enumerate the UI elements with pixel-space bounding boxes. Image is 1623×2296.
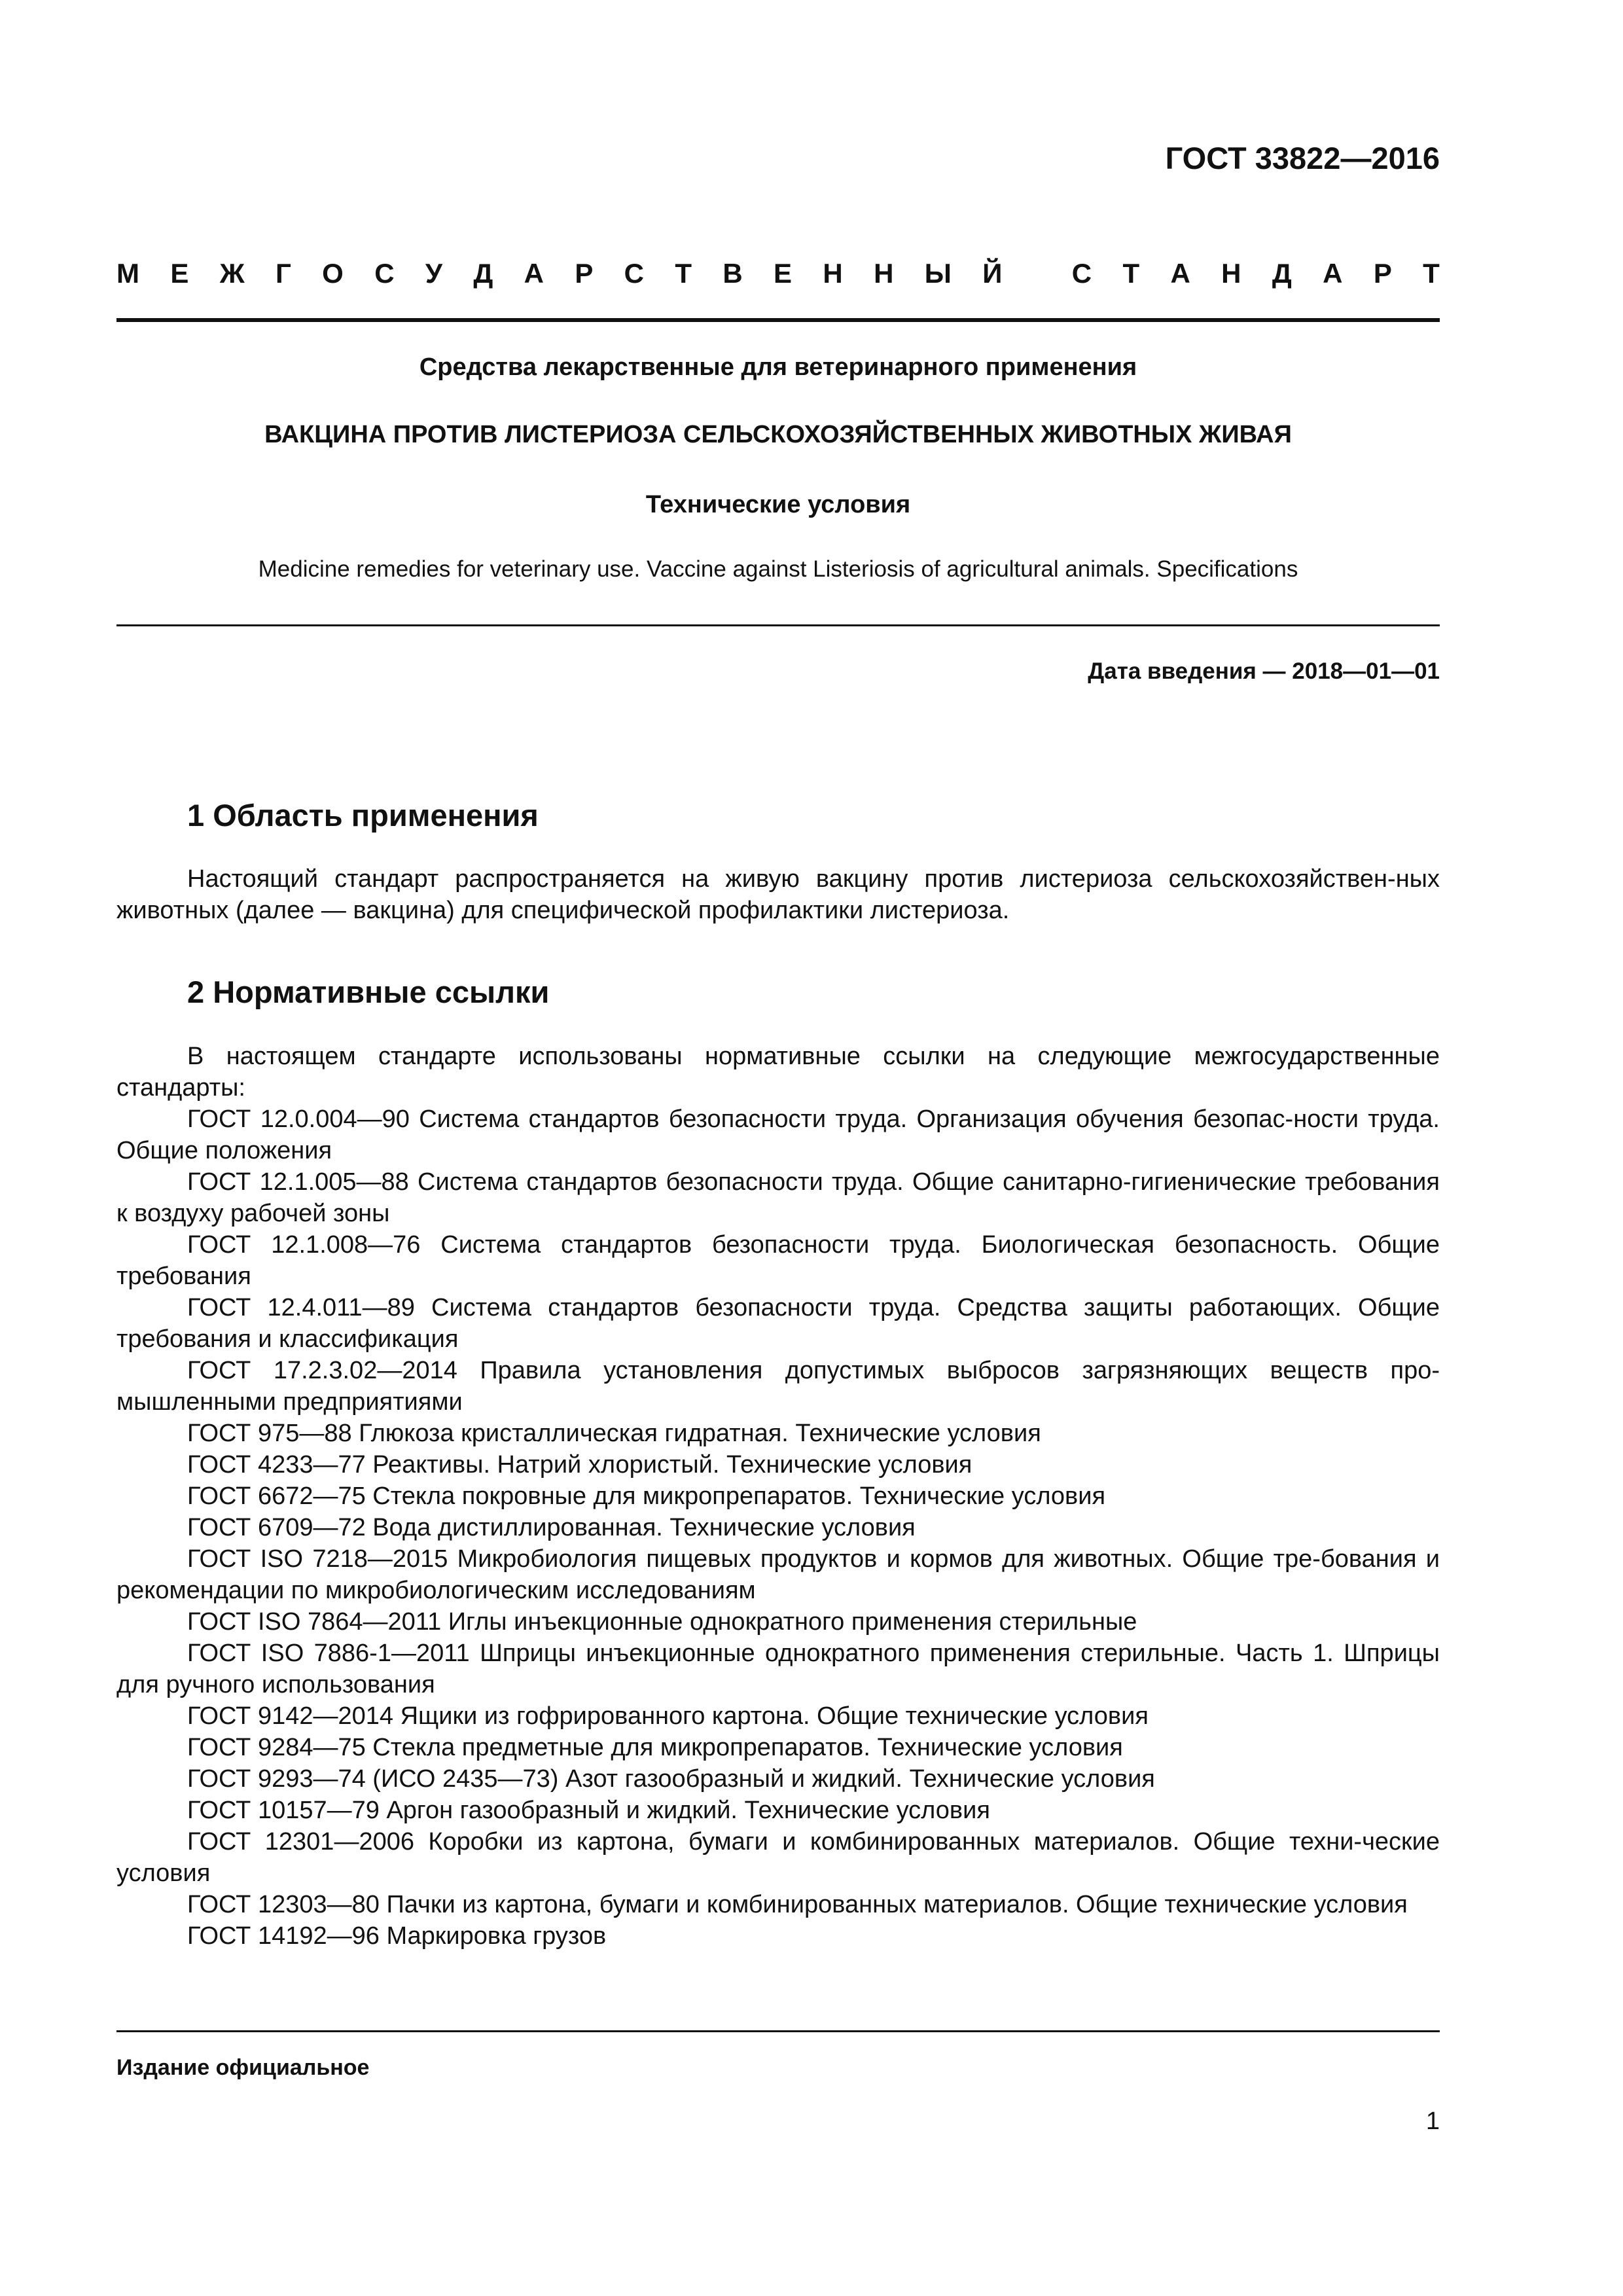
reference-item: ГОСТ 12.1.005—88 Система стандартов безопасности труда. Общие санитарно-гигиенические требования к воздуху рабочей зоны <box>116 1168 1440 1227</box>
reference-item: ГОСТ 17.2.3.02—2014 Правила установления допустимых выбросов загрязняющих веществ про-мышленными предприятиями <box>116 1357 1440 1416</box>
footer-divider <box>116 2030 1440 2032</box>
heading-letter: С <box>374 258 395 289</box>
heading-letter: Ы <box>924 258 952 289</box>
heading-letter: Т <box>675 258 692 289</box>
reference-item: ГОСТ 4233—77 Реактивы. Натрий хлористый. Технические условия <box>187 1451 972 1479</box>
reference-item: ГОСТ 9293—74 (ИСО 2435—73) Азот газообразный и жидкий. Технические условия <box>187 1765 1155 1793</box>
heading-letter: Н <box>823 258 843 289</box>
reference-item: ГОСТ ISO 7864—2011 Иглы инъекционные однократного применения стерильные <box>187 1608 1137 1636</box>
section-1-title: 1 Область применения <box>187 798 539 833</box>
heading-letter: А <box>1323 258 1343 289</box>
section-2-intro: В настоящем стандарте использованы нормативные ссылки на следующие межгосударственные стандарты: <box>116 1043 1440 1102</box>
heading-letter: А <box>1170 258 1190 289</box>
section-2-title: 2 Нормативные ссылки <box>187 975 550 1009</box>
introduction-date: Дата введения — 2018—01—01 <box>1088 658 1440 684</box>
title-line-3: Технические условия <box>645 491 911 518</box>
page-number: 1 <box>1425 2108 1440 2135</box>
heading-letter: В <box>722 258 743 289</box>
normative-references-list <box>116 1103 1440 1952</box>
header-divider <box>116 318 1440 322</box>
heading-letter: Т <box>1122 258 1140 289</box>
heading-letter: Р <box>1373 258 1392 289</box>
heading-letter: Й <box>982 258 1003 289</box>
heading-letter: А <box>524 258 544 289</box>
standard-number: ГОСТ 33822—2016 <box>1165 141 1440 175</box>
heading-word-gap <box>1033 258 1041 289</box>
reference-item: ГОСТ 9284—75 Стекла предметные для микропрепаратов. Технические условия <box>187 1734 1123 1761</box>
heading-letter: У <box>425 258 443 289</box>
heading-letter: Н <box>1221 258 1241 289</box>
reference-item: ГОСТ ISO 7218—2015 Микробиология пищевых продуктов и кормов для животных. Общие тре-бования и рекомендации по микробиологическим исследованиям <box>116 1545 1440 1604</box>
title-english: Medicine remedies for veterinary use. Vaccine against Listeriosis of agricultural animals. Specifications <box>258 556 1298 582</box>
edition-label: Издание официальное <box>116 2055 370 2080</box>
reference-item: ГОСТ 12301—2006 Коробки из картона, бумаги и комбинированных материалов. Общие техни-ческие условия <box>116 1828 1440 1887</box>
section-1-text: Настоящий стандарт распространяется на живую вакцину против листериоза сельскохозяйствен-ных животных (далее — вакцина) для специфической профилактики листериоза. <box>116 865 1440 924</box>
heading-letter: Т <box>1423 258 1440 289</box>
heading-letter: Е <box>170 258 189 289</box>
heading-letter: Д <box>473 258 493 289</box>
title-line-2: ВАКЦИНА ПРОТИВ ЛИСТЕРИОЗА СЕЛЬСКОХОЗЯЙСТВЕННЫХ ЖИВОТНЫХ ЖИВАЯ <box>264 421 1292 448</box>
reference-item: ГОСТ 9142—2014 Ящики из гофрированного картона. Общие технические условия <box>187 1702 1149 1730</box>
reference-item: ГОСТ 6672—75 Стекла покровные для микропрепаратов. Технические условия <box>187 1482 1106 1510</box>
heading-letter: С <box>1071 258 1092 289</box>
title-divider <box>116 624 1440 626</box>
reference-item: ГОСТ 12303—80 Пачки из картона, бумаги и комбинированных материалов. Общие технические условия <box>187 1891 1408 1918</box>
reference-item: ГОСТ 12.1.008—76 Система стандартов безопасности труда. Биологическая безопасность. Общие требования <box>116 1231 1440 1290</box>
heading-letter: С <box>624 258 645 289</box>
heading-letter: Г <box>276 258 291 289</box>
title-line-1: Средства лекарственные для ветеринарного применения <box>419 353 1137 381</box>
heading-letter: Д <box>1272 258 1292 289</box>
reference-item: ГОСТ ISO 7886-1—2011 Шприцы инъекционные однократного применения стерильные. Часть 1. Шприцы для ручного использования <box>116 1640 1440 1698</box>
reference-item: ГОСТ 14192—96 Маркировка грузов <box>187 1922 607 1950</box>
heading-letter: М <box>116 258 139 289</box>
reference-item: ГОСТ 975—88 Глюкоза кристаллическая гидратная. Технические условия <box>187 1420 1041 1447</box>
reference-item: ГОСТ 12.0.004—90 Система стандартов безопасности труда. Организация обучения безопас-ности труда. Общие положения <box>116 1105 1440 1164</box>
heading-letter: Р <box>575 258 594 289</box>
reference-item: ГОСТ 12.4.011—89 Система стандартов безопасности труда. Средства защиты работающих. Общие требования и классификация <box>116 1294 1440 1353</box>
heading-letter: Ж <box>219 258 245 289</box>
standard-type-heading <box>116 258 1440 289</box>
reference-item: ГОСТ 10157—79 Аргон газообразный и жидкий. Технические условия <box>187 1797 990 1824</box>
heading-letter: О <box>322 258 344 289</box>
reference-item: ГОСТ 6709—72 Вода дистиллированная. Технические условия <box>187 1514 916 1541</box>
heading-letter: Е <box>774 258 793 289</box>
heading-letter: Н <box>874 258 894 289</box>
